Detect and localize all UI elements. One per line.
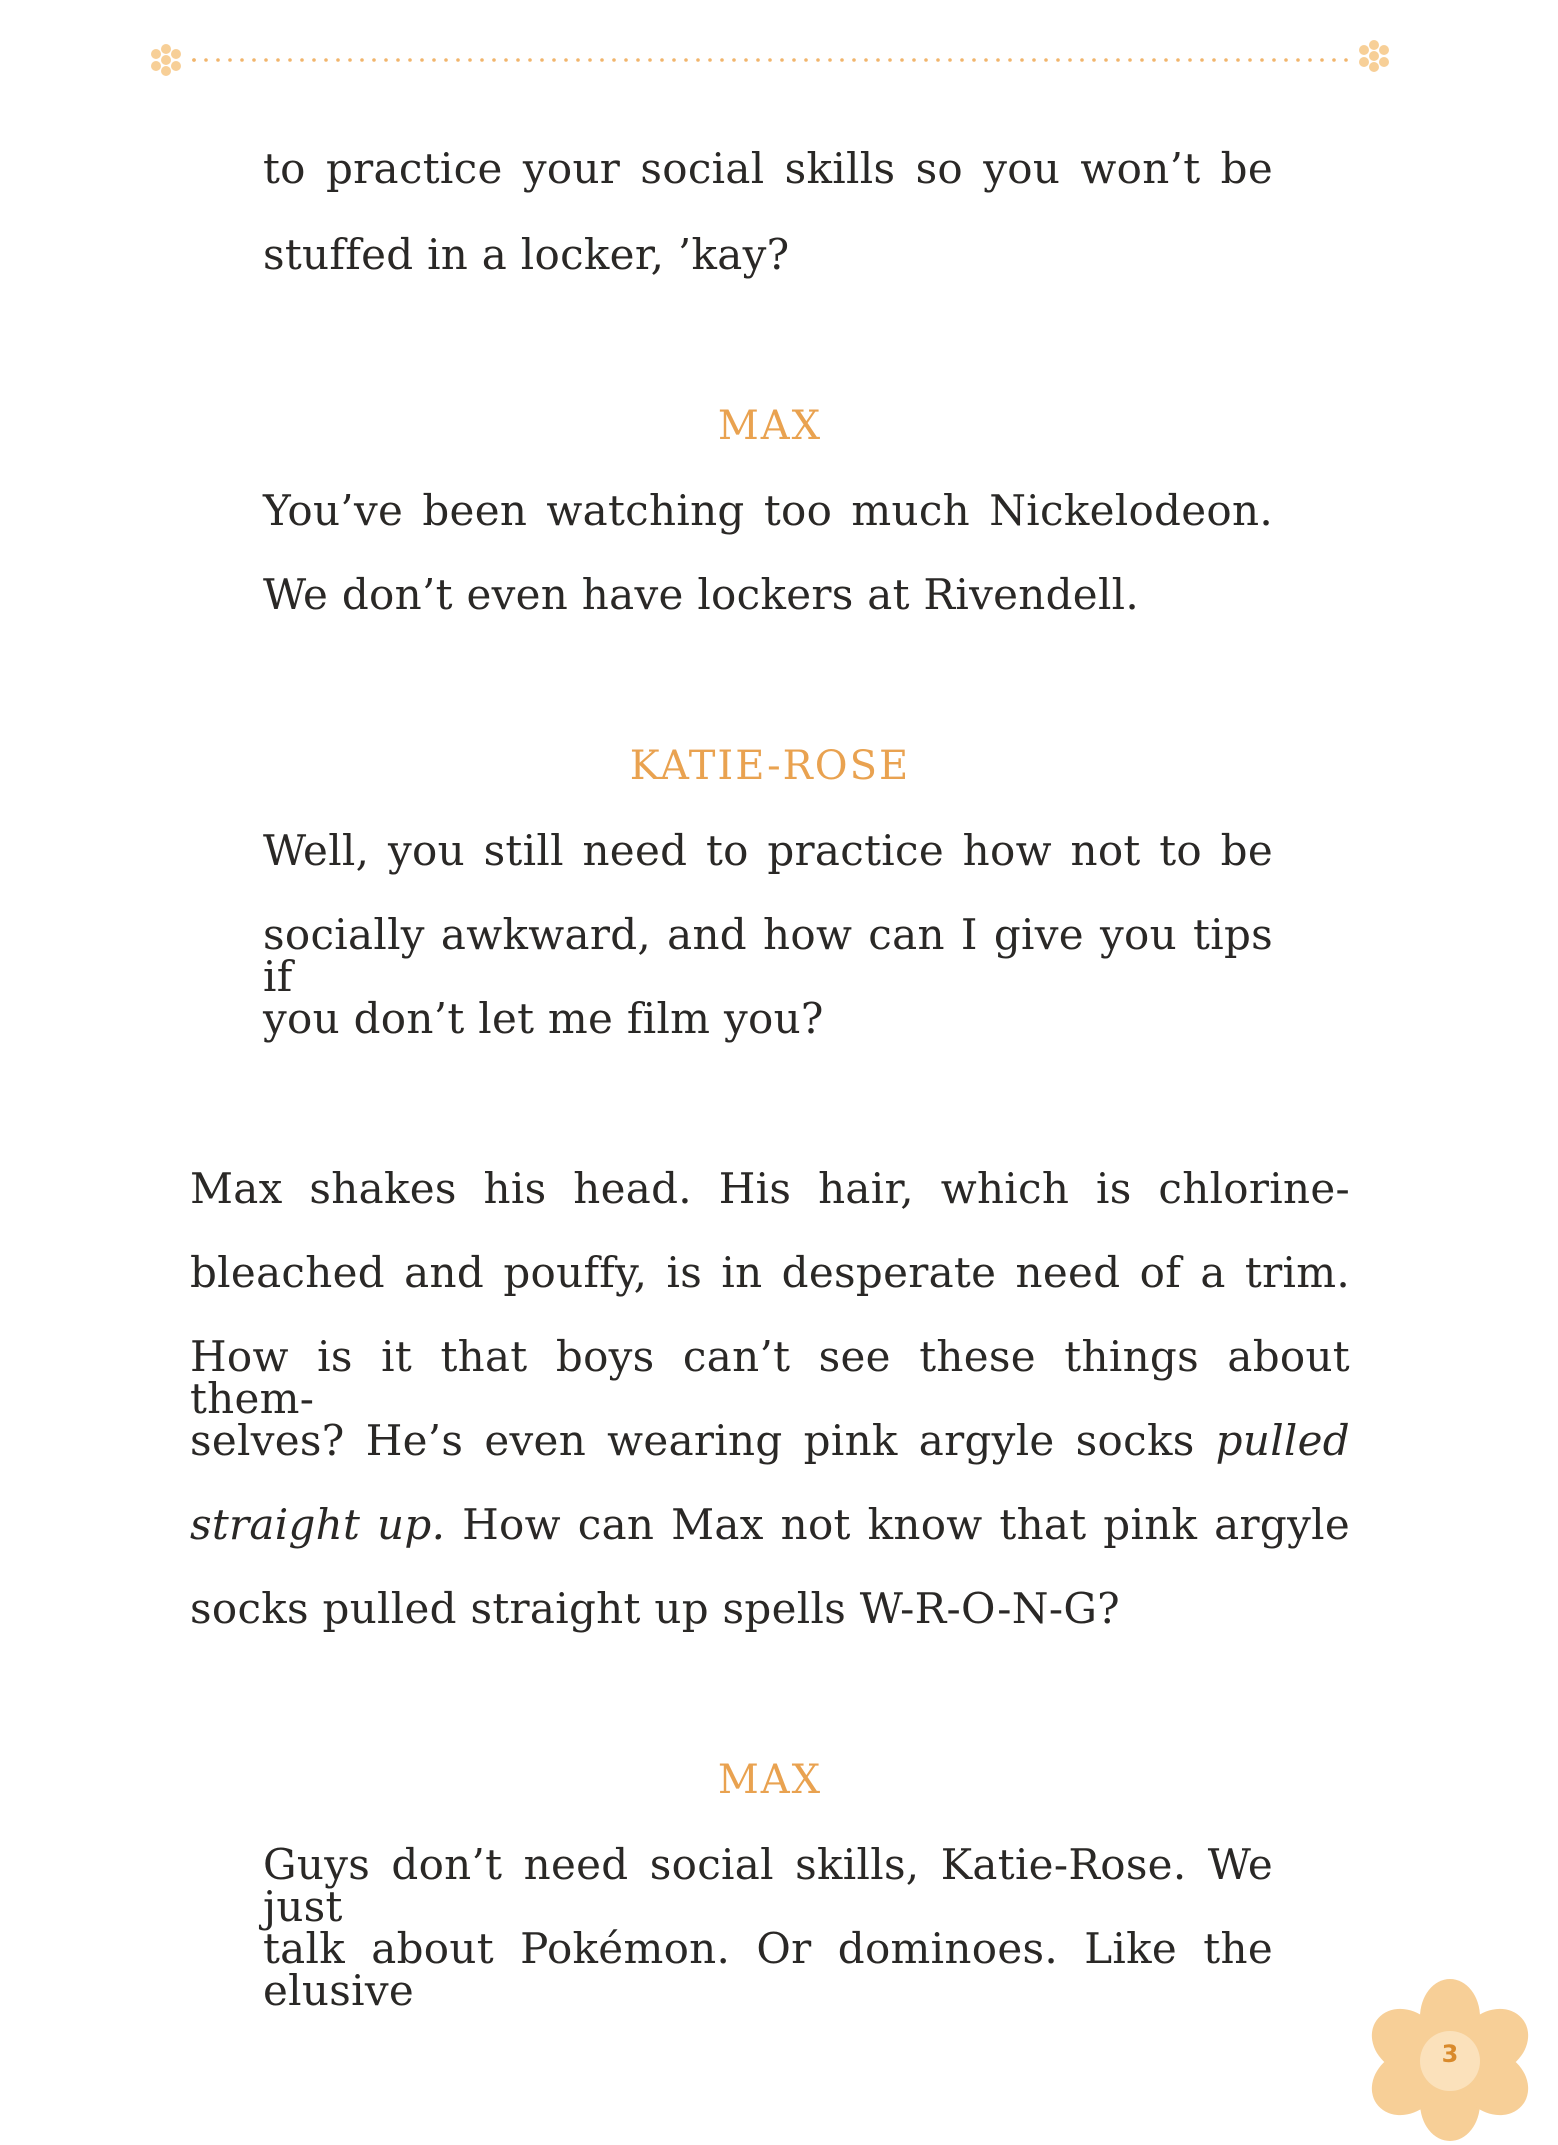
dotted-line — [192, 58, 1348, 62]
dialogue-line: you don’t let me film you? — [263, 994, 824, 1043]
speaker-name: MAX — [717, 1757, 823, 1803]
header-ornament — [150, 40, 1390, 80]
dialogue-line: socially awkward, and how can I give you tips if — [263, 910, 1273, 1001]
narration-italic: straight up. — [190, 1500, 446, 1549]
left-flower-icon — [151, 44, 181, 76]
narration-line: socks pulled straight up spells W-R-O-N-G? — [190, 1584, 1120, 1633]
narration-line — [190, 1500, 1350, 1549]
dialogue-line: talk about Pokémon. Or dominoes. Like the elusive — [263, 1924, 1273, 2015]
dialogue-line: to practice your social skills so you won’t be — [263, 144, 1273, 193]
narration-line: How is it that boys can’t see these things about them- — [190, 1332, 1350, 1423]
narration-line: bleached and pouffy, is in desperate need of a trim. — [190, 1248, 1350, 1297]
dialogue-line: Guys don’t need social skills, Katie-Rose. We just — [263, 1840, 1273, 1931]
narration-line: Max shakes his head. His hair, which is chlorine- — [190, 1164, 1350, 1213]
right-flower-icon — [1359, 40, 1389, 72]
dialogue-line: stuffed in a locker, ’kay? — [263, 230, 790, 279]
speaker-name: KATIE-ROSE — [629, 743, 911, 789]
dialogue-line: Well, you still need to practice how not to be — [263, 826, 1273, 875]
speaker-name: MAX — [717, 403, 823, 449]
page-number: 3 — [1441, 2040, 1459, 2068]
dialogue-line: You’ve been watching too much Nickelodeon. — [263, 486, 1273, 535]
narration-italic: pulled — [1215, 1416, 1350, 1465]
narration-text: How can Max not know that pink argyle — [462, 1500, 1350, 1549]
dialogue-line: We don’t even have lockers at Rivendell. — [263, 570, 1140, 619]
narration-line — [190, 1416, 1350, 1465]
narration-text: selves? He’s even wearing pink argyle socks — [190, 1416, 1195, 1465]
